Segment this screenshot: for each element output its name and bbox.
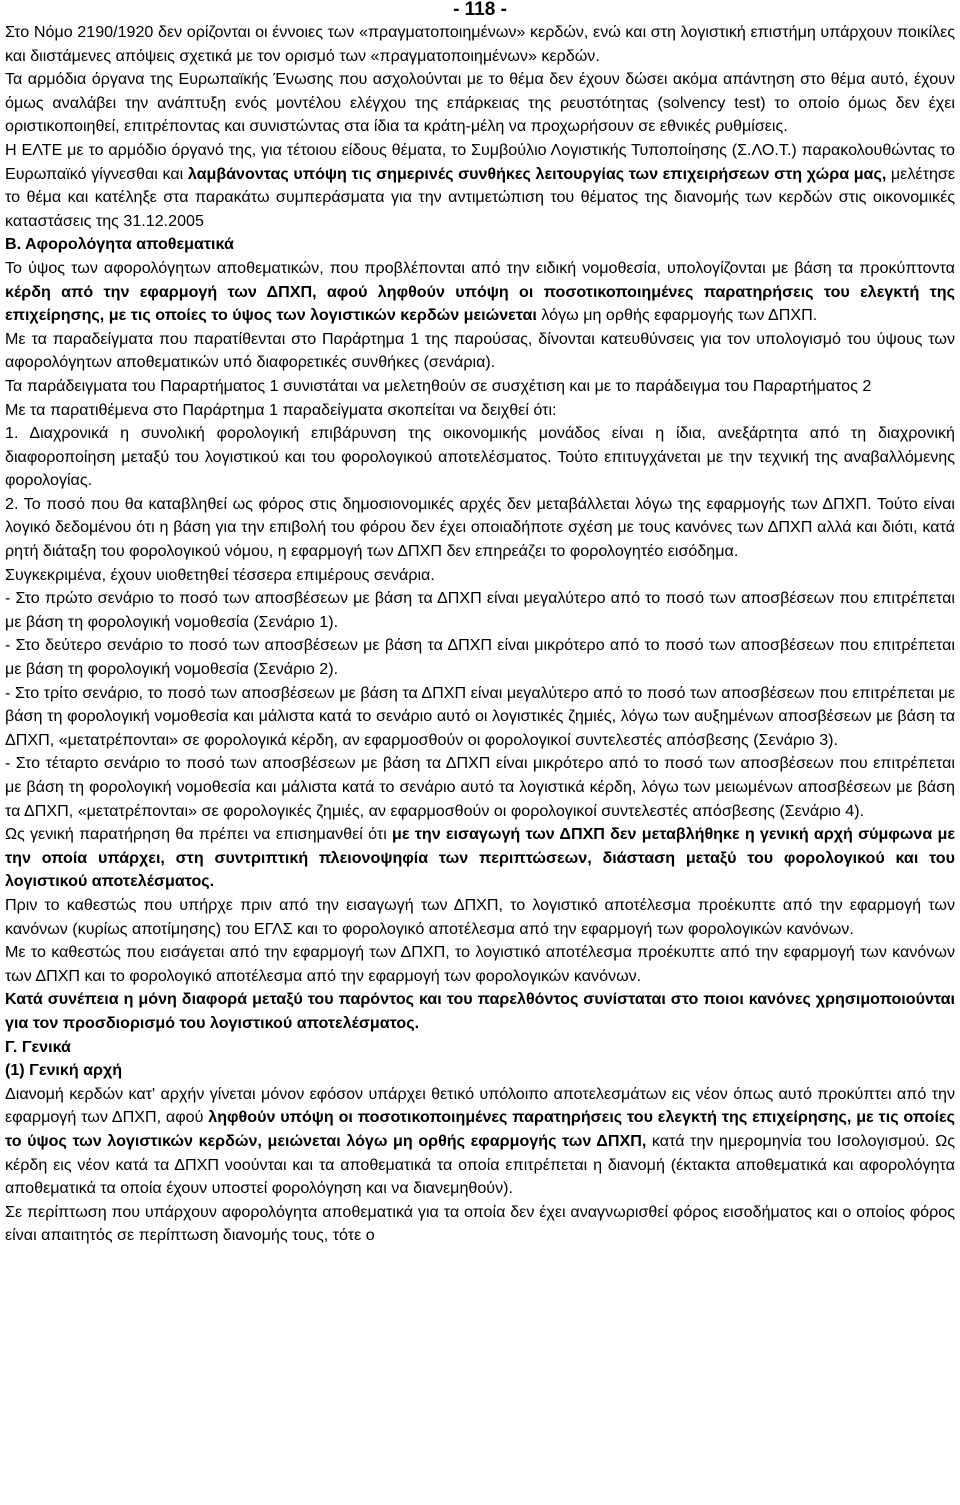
paragraph: - Στο τρίτο σενάριο, το ποσό των αποσβέσεων με βάση τα ΔΠΧΠ είναι μεγαλύτερο από το ποσό των αποσβέσεων που επιτρέπεται με βάση τη φορολογική νομοθεσία και μάλιστα κατά το σενάριο αυτό οι λογιστικές ζημιές, λόγω των αυξημένων αποσβέσεων με βάση τα ΔΠΧΠ, «μετατρέπονται» σε φορολογικά κέρδη, αν εφαρμοσθούν οι φορολογικοί συντελεστές απόσβεσης (Σενάριο 3).	[5, 683, 955, 749]
paragraph: Τα αρμόδια όργανα της Ευρωπαϊκής Ένωσης που ασχολούνται με το θέμα δεν έχουν δώσει ακόμα απάντηση στο θέμα αυτό, έχουν όμως αναλάβει την ανάπτυξη ενός μοντέλου ελέγχου της επάρκειας της ρευστότητας (solvency test) το οποίο όμως δεν έχει οριστικοποιηθεί, επιτρέποντας και συνιστώντας στα ίδια τα κράτη-μέλη να προχωρήσουν σε εθνικές ρυθμίσεις.	[5, 70, 955, 136]
paragraph: Σε περίπτωση που υπάρχουν αφορολόγητα αποθεματικά για τα οποία δεν έχει αναγνωρισθεί φόρος εισοδήματος και ο οποίος φόρος είναι απαιτητός σε περίπτωση διανομής τους, τότε ο	[5, 1202, 955, 1245]
paragraph	[5, 1083, 955, 1201]
paragraph	[5, 257, 955, 328]
paragraph: 2. Το ποσό που θα καταβληθεί ως φόρος στις δημοσιονομικές αρχές δεν μεταβάλλεται λόγω της εφαρμογής των ΔΠΧΠ. Τούτο είναι λογικό δεδομένου ότι η βάση για την επιβολή του φόρου δεν έχει οποιαδήποτε σχέση με τους κανόνες των ΔΠΧΠ αλλά και διότι, κατά ρητή διάταξη του φορολογικού νόμου, η εφαρμογή των ΔΠΧΠ δεν επηρεάζει το φορολογητέο εισόδημα.	[5, 494, 955, 561]
paragraph: - Στο δεύτερο σενάριο το ποσό των αποσβέσεων με βάση τα ΔΠΧΠ είναι μικρότερο από το ποσό των αποσβέσεων που επιτρέπεται με βάση τη φορολογική νομοθεσία (Σενάριο 2).	[5, 636, 955, 679]
bold-text: κέρδη από την εφαρμογή των ΔΠΧΠ, αφού ληφθούν υπόψη οι ποσοτικοποιημένες παρατηρήσεις του ελεγκτή της επιχείρησης, με τις οποίες το ύψος των λογιστικών κερδών μειώνεται	[5, 282, 955, 325]
paragraph	[5, 139, 955, 233]
bold-text: λαμβάνοντας υπόψη τις σημερινές συνθήκες λειτουργίας των επιχειρήσεων στη χώρα μας,	[187, 164, 887, 183]
paragraph: - Στο πρώτο σενάριο το ποσό των αποσβέσεων με βάση τα ΔΠΧΠ είναι μεγαλύτερο από το ποσό των αποσβέσεων που επιτρέπεται με βάση τη φορολογική νομοθεσία (Σενάριο 1).	[5, 589, 955, 631]
paragraph: Με τα παρατιθέμενα στο Παράρτημα 1 παραδείγματα σκοπείται να δειχθεί ότι:	[5, 400, 557, 419]
paragraph	[5, 823, 955, 894]
subsection-heading	[5, 1059, 955, 1083]
text-run: λόγω μη ορθής εφαρμογής των ΔΠΧΠ.	[536, 306, 818, 325]
paragraph: Στο Νόμο 2190/1920 δεν ορίζονται οι έννοιες των «πραγματοποιημένων» κερδών, ενώ και στη λογιστική επιστήμη υπάρχουν ποικίλες και διιστάμενες απόψεις σχετικά με τον ορισμό των «πραγματοποιημένων» κερδών.	[5, 23, 955, 65]
paragraph: Με το καθεστώς που εισάγεται από την εφαρμογή των ΔΠΧΠ, το λογιστικό αποτέλεσμα προέκυπτε από την εφαρμογή των κανόνων των ΔΠΧΠ και το φορολογικό αποτέλεσμα από την εφαρμογή των φορολογικών κανόνων.	[5, 943, 955, 985]
text-run: Ως γενική παρατήρηση θα πρέπει να επισημανθεί ότι	[5, 825, 392, 844]
bold-text: Β. Αφορολόγητα αποθεματικά	[5, 235, 234, 254]
text-run: κατά την ημερομηνία του Ισολογισμού. Ως κέρδη εις νέον κατά τα ΔΠΧΠ νοούνται και τα αποθεματικά τα οποία επιτρέπεται η διανομή (έκτακτα αποθεματικά και αφορολόγητα αποθεματικά τα οποία έχουν υποστεί φορολόγηση και να διανεμηθούν).	[5, 1131, 956, 1198]
paragraph	[5, 988, 955, 1035]
paragraph: Τα παράδειγματα του Παραρτήματος 1 συνιστάται να μελετηθούν σε συσχέτιση και με το παράδειγμα του Παραρτήματος 2	[5, 376, 872, 395]
bold-text: (1) Γενική αρχή	[5, 1061, 123, 1080]
section-heading	[5, 1036, 955, 1060]
text-run: Το ύψος των αφορολόγητων αποθεματικών, που προβλέπονται από την ειδική νομοθεσία, υπολογίζονται με βάση τα προκύπτοντα	[5, 258, 955, 277]
paragraph: Πριν το καθεστώς που υπήρχε πριν από την εισαγωγή των ΔΠΧΠ, το λογιστικό αποτέλεσμα προέκυπτε από την εφαρμογή των κανόνων (κυρίως αποτίμησης) του ΕΓΛΣ και το φορολογικό αποτέλεσμα από την εφαρμογή των φορολογικών κανόνων.	[5, 895, 955, 938]
paragraph: Συγκεκριμένα, έχουν υιοθετηθεί τέσσερα επιμέρους σενάρια.	[5, 565, 435, 584]
paragraph: 1. Διαχρονικά η συνολική φορολογική επιβάρυνση της οικονομικής μονάδος είναι η ίδια, ανεξάρτητα από τη διαχρονική διαφοροποίηση μεταξύ του λογιστικού και του φορολογικού αποτελέσματος. Τούτο επιτυγχάνεται με την τεχνική της αναβαλλόμενης φορολογίας.	[5, 424, 955, 490]
text-run: Διανομή κερδών κατ' αρχήν γίνεται μόνον εφόσον υπάρχει θετικό υπόλοιπο αποτελεσμάτων εις νέον όπως αυτό προκύπτει από την εφαρμογή των ΔΠΧΠ, αφού	[5, 1084, 955, 1127]
paragraph: - Στο τέταρτο σενάριο το ποσό των αποσβέσεων με βάση τα ΔΠΧΠ είναι μικρότερο από το ποσό των αποσβέσεων που επιτρέπεται με βάση τη φορολογική νομοθεσία και μάλιστα κατά το σενάριο αυτό τα λογιστικά κέρδη, λόγω των μειωμένων αποσβέσεων με βάση τα ΔΠΧΠ, «μετατρέπονται» σε φορολογικές ζημιές, αν εφαρμοσθούν οι φορολογικοί συντελεστές απόσβεσης (Σενάριο 4).	[5, 754, 955, 820]
bold-text: ληφθούν υπόψη οι ποσοτικοποιημένες παρατηρήσεις του ελεγκτή της επιχείρησης, με τις οποίες το ύψος των λογιστικών κερδών, μειώνεται λόγω μη ορθής εφαρμογής των ΔΠΧΠ,	[5, 1108, 955, 1150]
text-run: μελέτησε το θέμα και κατέληξε στα παρακάτω συμπεράσματα για την αντιμετώπιση του θέματος της διανομής των κερδών στις οικονομικές καταστάσεις της 31.12.2005	[5, 164, 955, 230]
page-number: - 118 -	[453, 0, 507, 20]
bold-text: με την εισαγωγή των ΔΠΧΠ δεν μεταβλήθηκε η γενική αρχή σύμφωνα με την οποία υπάρχει, στη συντριπτική πλειονοψηφία των περιπτώσεων, διάσταση μεταξύ του φορολογικού και του λογιστικού αποτελέσματος.	[5, 825, 955, 891]
section-heading	[5, 233, 955, 257]
paragraph: Με τα παραδείγματα που παρατίθενται στο Παράρτημα 1 της παρούσας, δίνονται κατευθύνσεις για τον υπολογισμό του ύψους των αφορολόγητων αποθεματικών υπό διαφορετικές συνθήκες (σενάρια).	[5, 329, 955, 372]
text-run: Η ΕΛΤΕ με το αρμόδιο όργανό της, για τέτοιου είδους θέματα, το Συμβούλιο Λογιστικής Τυποποίησης (Σ.ΛΟ.Τ.) παρακολουθώντας το Ευρωπαϊκό γίγνεσθαι και	[5, 140, 955, 183]
bold-text: Κατά συνέπεια η μόνη διαφορά μεταξύ του παρόντος και του παρελθόντος συνίσταται στο ποιοι κανόνες χρησιμοποιούνται για τον προσδιορισμό του λογιστικού αποτελέσματος.	[5, 990, 955, 1032]
bold-text: Γ. Γενικά	[5, 1037, 71, 1056]
